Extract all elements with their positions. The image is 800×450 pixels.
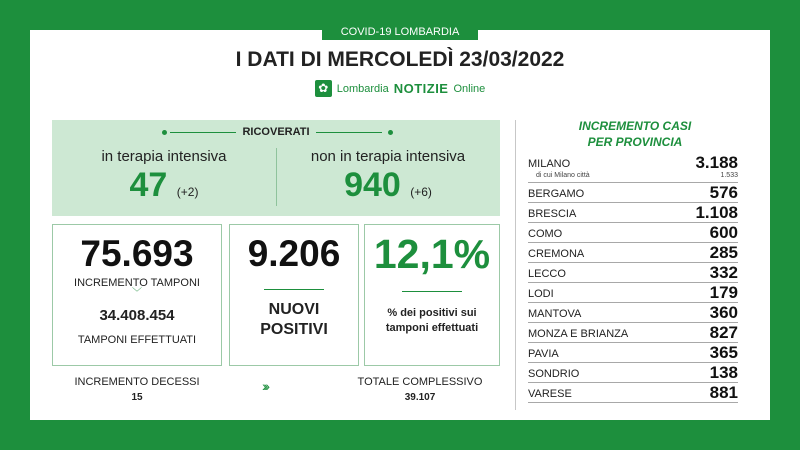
brand <box>0 80 800 97</box>
ti-delta: (+2) <box>176 185 199 199</box>
terapia-intensiva <box>52 148 276 212</box>
list-item <box>528 203 738 223</box>
ricoverati-title: RICOVERATI <box>236 126 315 138</box>
positivi-label: POSITIVI <box>260 321 328 338</box>
milano-citta-value: 1.533 <box>720 172 738 179</box>
nti-label: non in terapia intensiva <box>310 148 466 165</box>
province-name: SONDRIO <box>528 368 580 380</box>
chevron-down-icon: ﹀ <box>132 288 142 299</box>
non-terapia-intensiva <box>276 148 500 212</box>
list-item <box>528 243 738 263</box>
list-item <box>528 183 738 203</box>
positivi-box <box>229 224 359 366</box>
percentuale-label-2: tamponi effettuati <box>385 322 479 334</box>
incremento-tamponi-label: INCREMENTO TAMPONI <box>74 277 200 289</box>
province-value: 600 <box>709 223 738 242</box>
province-value: 332 <box>709 263 738 282</box>
divider <box>402 291 462 292</box>
percentuale-label-1: % dei positivi sui <box>387 307 477 319</box>
province-value: 285 <box>709 243 738 262</box>
arrows-icon: ››› <box>262 378 267 394</box>
province-value: 365 <box>709 343 738 362</box>
nuovi-positivi-value: 9.206 <box>247 233 341 274</box>
incremento-tamponi-value: 75.693 <box>80 233 194 274</box>
province-name: PAVIA <box>528 348 559 360</box>
province-value: 827 <box>709 323 738 342</box>
totale <box>330 376 510 403</box>
province-name: MANTOVA <box>528 308 582 320</box>
tamponi-effettuati-value: 34.408.454 <box>99 307 175 324</box>
province-value: 576 <box>709 183 738 202</box>
brand-name: Lombardia <box>336 82 389 95</box>
nuovi-label: NUOVI <box>268 301 320 318</box>
province-name: VARESE <box>528 388 572 400</box>
decessi-value: 15 <box>131 392 143 403</box>
province-value: 3.188 <box>695 153 738 172</box>
list-item <box>528 223 738 243</box>
province-list <box>528 152 738 403</box>
nti-delta: (+6) <box>410 185 432 199</box>
province-name: BRESCIA <box>528 208 577 220</box>
list-item <box>528 283 738 303</box>
region-tag: COVID-19 LOMBARDIA <box>322 24 478 40</box>
milano-citta-label: di cui Milano città <box>536 172 590 179</box>
totale-value: 39.107 <box>404 392 436 403</box>
tamponi-box <box>52 224 222 366</box>
list-item <box>528 303 738 323</box>
list-item <box>528 323 738 343</box>
divider <box>515 120 516 410</box>
list-item <box>528 383 738 403</box>
province-value: 1.108 <box>695 203 738 222</box>
province-name: MILANO <box>528 158 571 170</box>
list-item <box>528 343 738 363</box>
province-value: 138 <box>709 363 738 382</box>
province-title-line-1: INCREMENTO CASI <box>578 119 692 133</box>
tamponi-effettuati-label: TAMPONI EFFETTUATI <box>77 334 197 346</box>
province-name: LODI <box>528 288 554 300</box>
province-value: 360 <box>709 303 738 322</box>
province-name: BERGAMO <box>528 188 585 200</box>
province-value: 881 <box>709 383 738 402</box>
lombardia-logo-icon: ✿ <box>315 80 332 97</box>
province-title-line-2: PER PROVINCIA <box>587 135 683 149</box>
decessi-label: INCREMENTO DECESSI <box>74 376 200 388</box>
divider <box>264 289 324 290</box>
ti-label: in terapia intensiva <box>101 148 227 165</box>
totale-label: TOTALE COMPLESSIVO <box>357 376 483 388</box>
list-item <box>528 152 738 183</box>
percentuale-box <box>364 224 500 366</box>
province-name: CREMONA <box>528 248 585 260</box>
ti-value: 47 <box>129 166 168 204</box>
province-value: 179 <box>709 283 738 302</box>
brand-notizie: NOTIZIE <box>393 81 449 96</box>
list-item <box>528 363 738 383</box>
brand-online: Online <box>453 82 486 95</box>
province-title <box>530 118 740 150</box>
province-name: LECCO <box>528 268 566 280</box>
province-name: COMO <box>528 228 563 240</box>
percentuale-value: 12,1% <box>373 231 491 277</box>
list-item <box>528 263 738 283</box>
decessi <box>52 376 222 403</box>
page-title: I DATI DI MERCOLEDÌ 23/03/2022 <box>235 48 565 71</box>
province-name: MONZA E BRIANZA <box>528 328 629 340</box>
nti-value: 940 <box>344 166 401 204</box>
ricoverati-panel <box>52 120 500 216</box>
